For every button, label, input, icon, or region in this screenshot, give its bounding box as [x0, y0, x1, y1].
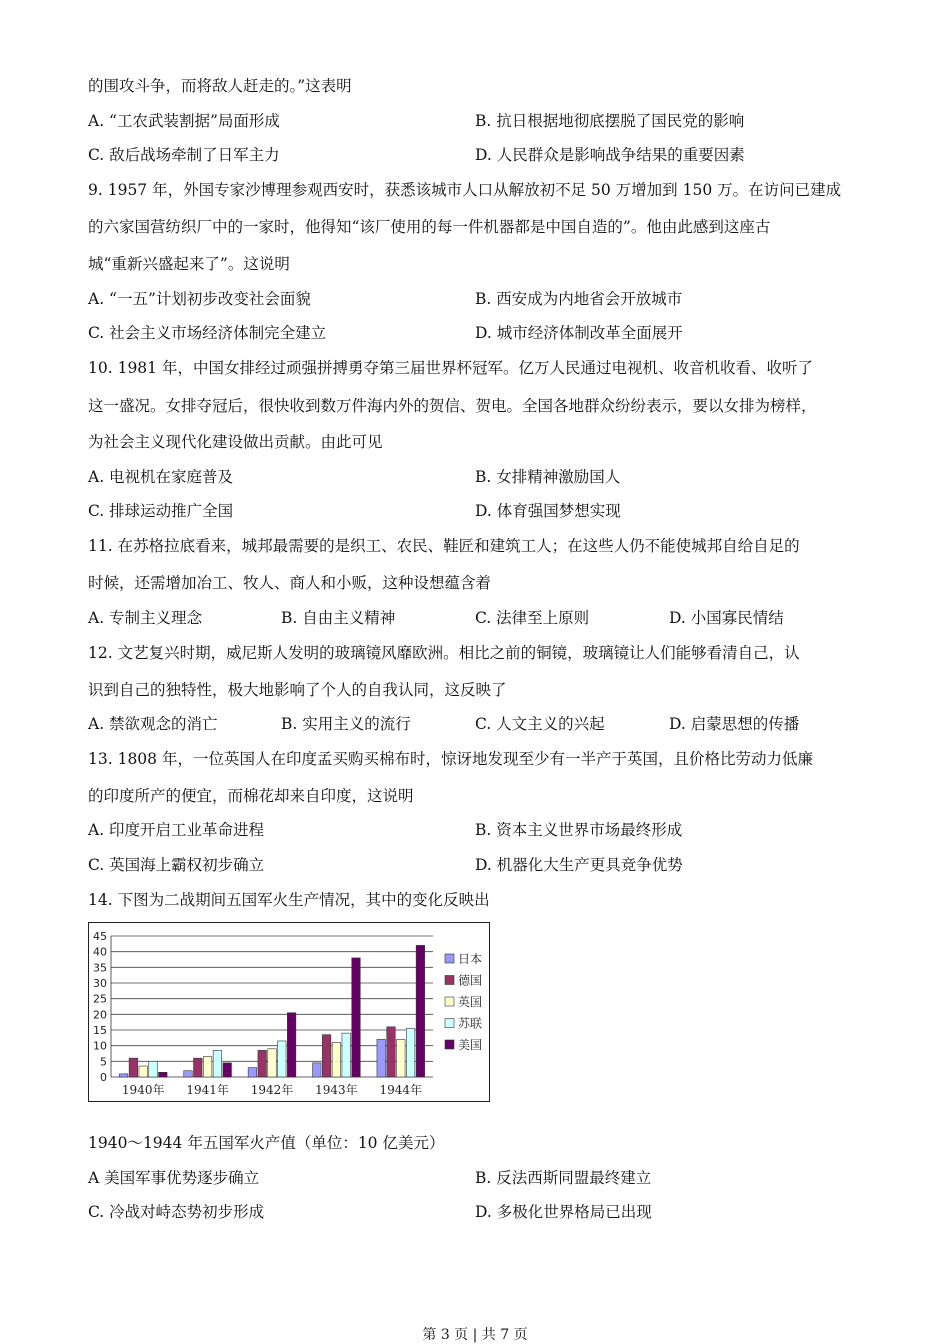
q10-option-b[interactable]: B. 女排精神激励国人: [475, 468, 621, 486]
bar-英国-1944年: [397, 1039, 406, 1077]
bar-美国-1941年: [223, 1063, 232, 1077]
bar-日本-1944年: [377, 1039, 386, 1077]
q12-options-row: [88, 714, 890, 734]
q12-option-b[interactable]: B. 实用主义的流行: [281, 715, 411, 733]
bar-英国-1940年: [139, 1066, 148, 1077]
q9-stem-line1: 9. 1957 年，外国专家沙博理参观西安时，获悉该城市人口从解放初不足 50 万增加到 150 万。在访问已建成: [88, 181, 842, 199]
q11-option-b[interactable]: B. 自由主义精神: [281, 609, 396, 627]
y-tick-label: 5: [100, 1055, 107, 1069]
bar-苏联-1942年: [278, 1041, 287, 1077]
line-q8-stem: 的围攻斗争，而将敌人赶走的。”这表明: [88, 77, 352, 95]
q8-option-b[interactable]: B. 抗日根据地彻底摆脱了国民党的影响: [475, 112, 745, 130]
q13-option-c[interactable]: C. 英国海上霸权初步确立: [88, 856, 265, 874]
x-category-label: 1940年: [121, 1083, 165, 1097]
q14-options-row1: [88, 1168, 890, 1188]
bar-日本-1943年: [313, 1063, 322, 1077]
q8-option-c[interactable]: C. 敌后战场牵制了日军主力: [88, 146, 280, 164]
legend-swatch-德国: [445, 976, 454, 985]
y-tick-label: 10: [93, 1039, 107, 1053]
q11-options-row: [88, 608, 890, 628]
q9-stem-line2: 的六家国营纺织厂中的一家时，他得知“该厂使用的每一件机器都是中国自造的”。他由此感到这座古: [88, 218, 771, 236]
q10-option-d[interactable]: D. 体育强国梦想实现: [475, 502, 621, 520]
bar-英国-1941年: [203, 1057, 212, 1077]
bar-德国-1943年: [322, 1035, 331, 1077]
q13-stem-line2: 的印度所产的便宜，而棉花却来自印度，这说明: [88, 787, 414, 805]
legend-swatch-苏联: [445, 1019, 454, 1028]
q11-option-d[interactable]: D. 小国寡民情结: [669, 609, 784, 627]
q14-option-d[interactable]: D. 多极化世界格局已出现: [475, 1203, 652, 1221]
chart-caption: 1940～1944 年五国军火产值（单位：10 亿美元）: [88, 1134, 445, 1152]
bar-德国-1944年: [387, 1027, 396, 1077]
y-tick-label: 40: [93, 945, 107, 959]
x-category-label: 1944年: [379, 1083, 423, 1097]
q9-option-d[interactable]: D. 城市经济体制改革全面展开: [475, 324, 683, 342]
bar-美国-1944年: [416, 945, 425, 1077]
q13-option-b[interactable]: B. 资本主义世界市场最终形成: [475, 821, 683, 839]
q12-option-c[interactable]: C. 人文主义的兴起: [475, 715, 605, 733]
q10-option-c[interactable]: C. 排球运动推广全国: [88, 502, 234, 520]
bar-苏联-1944年: [406, 1028, 415, 1077]
q8-options-row1: [88, 111, 890, 131]
legend-label: 苏联: [458, 1016, 483, 1031]
page-footer: 第 3 页 | 共 7 页: [422, 1327, 528, 1343]
bar-英国-1943年: [332, 1043, 341, 1077]
y-tick-label: 35: [93, 961, 107, 975]
legend-label: 美国: [458, 1038, 483, 1052]
q10-options-row1: [88, 467, 890, 487]
q13-stem-line1: 13. 1808 年，一位英国人在印度孟买购买棉布时，惊讶地发现至少有一半产于英国，且价格比劳动力低廉: [88, 750, 813, 768]
q13-option-d[interactable]: D. 机器化大生产更具竞争优势: [475, 856, 683, 874]
y-tick-label: 25: [93, 992, 107, 1006]
q12-option-d[interactable]: D. 启蒙思想的传播: [669, 715, 800, 733]
q14-option-b[interactable]: B. 反法西斯同盟最终建立: [475, 1169, 652, 1187]
bar-苏联-1940年: [149, 1061, 158, 1077]
legend-swatch-日本: [445, 954, 454, 963]
bar-美国-1943年: [352, 958, 361, 1077]
bar-日本-1940年: [119, 1074, 128, 1077]
bar-美国-1942年: [287, 1013, 296, 1077]
q13-option-a[interactable]: A. 印度开启工业革命进程: [88, 821, 265, 839]
y-tick-label: 30: [93, 977, 107, 990]
legend-swatch-美国: [445, 1040, 454, 1049]
q14-option-a[interactable]: A 美国军事优势逐步确立: [88, 1169, 260, 1187]
q10-option-a[interactable]: A. 电视机在家庭普及: [88, 468, 234, 486]
q9-options-row2: [88, 323, 890, 343]
legend-label: 英国: [458, 995, 483, 1009]
q11-stem-line1: 11. 在苏格拉底看来，城邦最需要的是织工、农民、鞋匠和建筑工人；在这些人仍不能使城邦自给自足的: [88, 537, 800, 555]
legend-label: 德国: [458, 973, 483, 988]
x-category-label: 1942年: [250, 1083, 294, 1097]
q10-stem-line2: 这一盛况。女排夺冠后，很快收到数万件海内外的贺信、贺电。全国各地群众纷纷表示，要以女排为榜样，: [88, 397, 817, 415]
bar-日本-1941年: [184, 1071, 193, 1077]
bar-德国-1941年: [194, 1058, 203, 1077]
q11-option-a[interactable]: A. 专制主义理念: [88, 609, 203, 627]
q13-options-row1: [88, 820, 890, 840]
q14-options-row2: [88, 1202, 890, 1222]
q10-stem-line3: 为社会主义现代化建设做出贡献。由此可见: [88, 433, 383, 451]
q12-stem-line1: 12. 文艺复兴时期，威尼斯人发明的玻璃镜风靡欧洲。相比之前的铜镜，玻璃镜让人们能够看清自己，认: [88, 644, 800, 662]
bar-英国-1942年: [268, 1049, 277, 1077]
y-tick-label: 20: [93, 1008, 107, 1022]
y-tick-label: 15: [93, 1024, 107, 1037]
q14-option-c[interactable]: C. 冷战对峙态势初步形成: [88, 1203, 265, 1221]
q9-options-row1: [88, 289, 890, 309]
legend-swatch-英国: [445, 997, 454, 1006]
q12-option-a[interactable]: A. 禁欲观念的消亡: [88, 715, 218, 733]
q10-options-row2: [88, 501, 890, 521]
q12-stem-line2: 识到自己的独特性，极大地影响了个人的自我认同，这反映了: [88, 681, 507, 699]
legend-label: 日本: [458, 952, 483, 966]
q14-stem: 14. 下图为二战期间五国军火生产情况，其中的变化反映出: [88, 891, 490, 909]
q9-option-b[interactable]: B. 西安成为内地省会开放城市: [475, 290, 683, 308]
x-category-label: 1943年: [315, 1083, 358, 1097]
q8-option-a[interactable]: A. “工农武装割据”局面形成: [88, 112, 280, 130]
q8-options-row2: [88, 145, 890, 165]
bar-苏联-1941年: [213, 1050, 222, 1077]
bar-苏联-1943年: [342, 1033, 351, 1077]
bar-美国-1940年: [159, 1072, 168, 1077]
q11-option-c[interactable]: C. 法律至上原则: [475, 609, 590, 627]
q8-option-d[interactable]: D. 人民群众是影响战争结果的重要因素: [475, 146, 745, 164]
q9-option-c[interactable]: C. 社会主义市场经济体制完全建立: [88, 324, 327, 342]
q9-stem-line3: 城“重新兴盛起来了”。这说明: [88, 255, 290, 273]
munitions-chart: [88, 922, 490, 1102]
q11-stem-line2: 时候，还需增加冶工、牧人、商人和小贩，这种设想蕴含着: [88, 574, 492, 592]
bar-日本-1942年: [248, 1068, 257, 1077]
y-tick-label: 45: [93, 930, 107, 943]
q13-options-row2: [88, 855, 890, 875]
q10-stem-line1: 10. 1981 年，中国女排经过顽强拼搏勇夺第三届世界杯冠军。亿万人民通过电视机、收音机收看、收听了: [88, 359, 813, 377]
y-tick-label: 0: [100, 1071, 107, 1084]
chart-svg: [89, 923, 489, 1101]
bar-德国-1940年: [129, 1058, 138, 1077]
bar-德国-1942年: [258, 1050, 267, 1077]
q9-option-a[interactable]: A. “一五”计划初步改变社会面貌: [88, 290, 311, 308]
x-category-label: 1941年: [186, 1083, 229, 1097]
